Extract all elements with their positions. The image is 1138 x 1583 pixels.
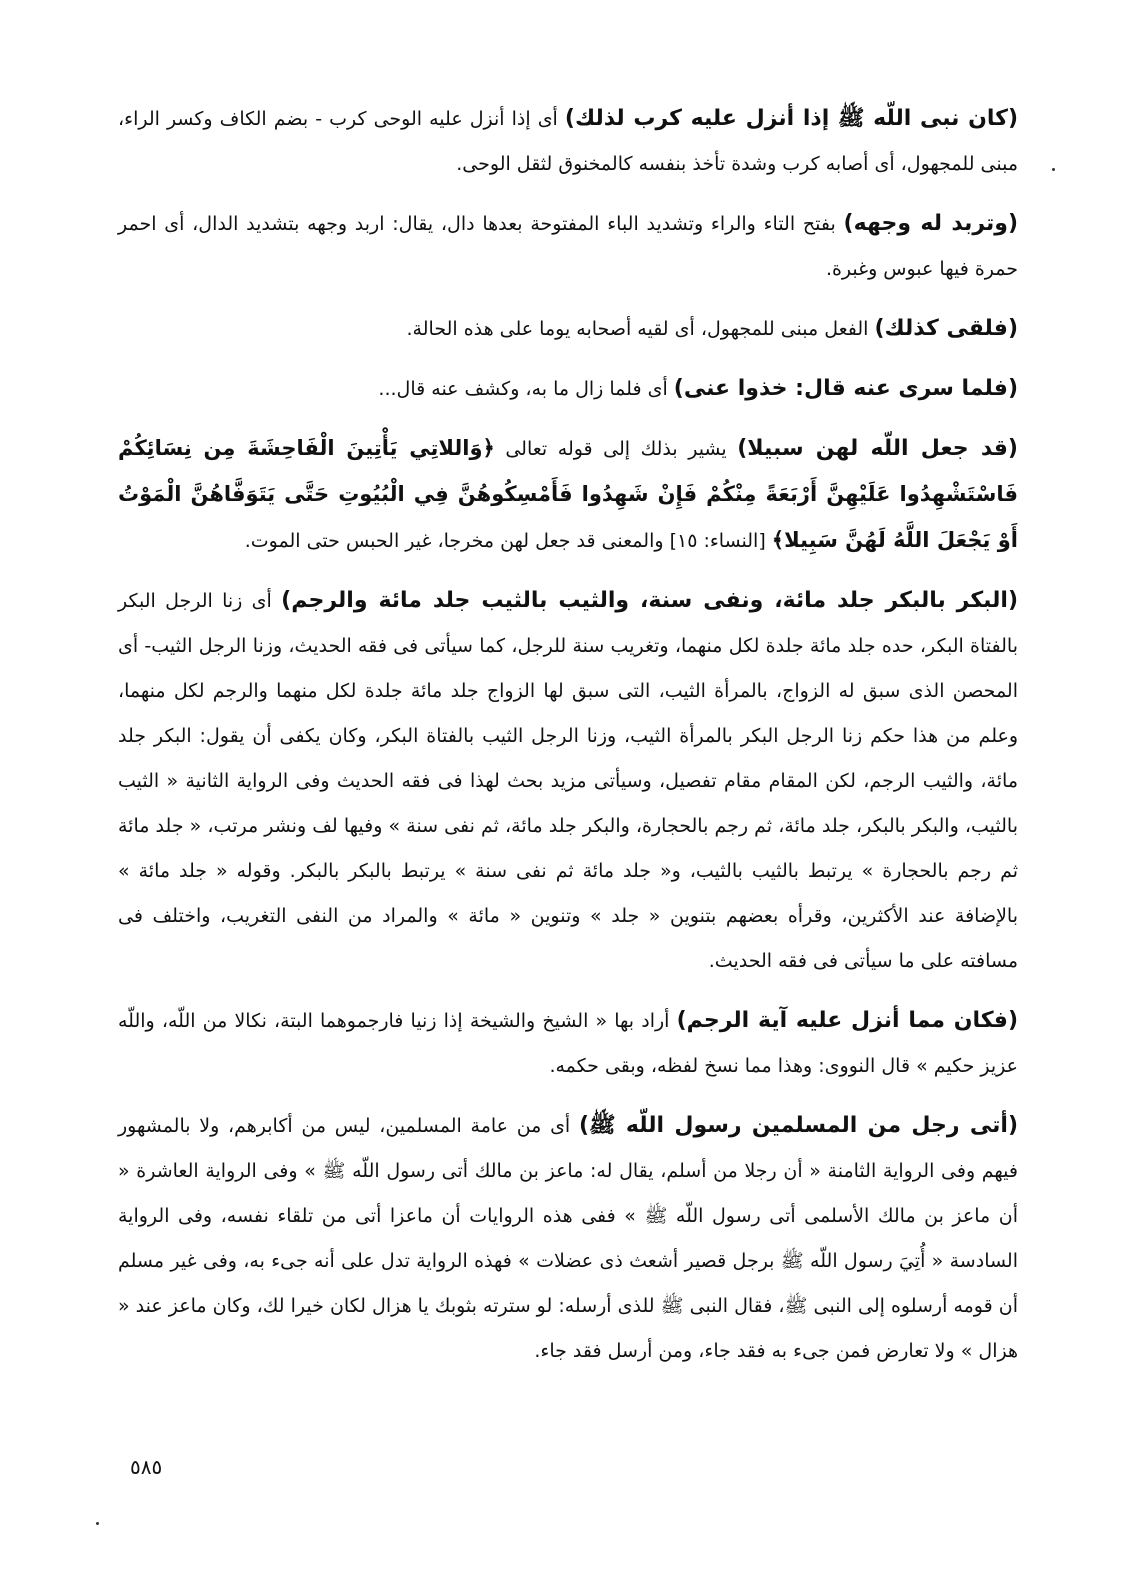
paragraph-1	[118, 96, 1018, 187]
page-number: ٥٨٥	[130, 1455, 163, 1479]
paragraph-6	[118, 578, 1018, 984]
paragraph-lead: (البكر بالبكر جلد مائة، ونفى سنة، والثيب بالثيب جلد مائة والرجم)	[281, 588, 1018, 613]
paragraph-text: أراد بها « الشيخ والشيخة إذا زنيا فارجموهما البتة، نكالا من اللّه، واللّه عزيز حكيم » قال النووى: وهذا مما نسخ لفظه، وبقى حكمه.	[118, 1010, 1018, 1077]
paragraph-text: أى زنا الرجل البكر بالفتاة البكر، حده جلد مائة جلدة لكل منهما، وتغريب سنة للرجل، كما سيأتى فى فقه الحديث، وزنا الرجل الثيب- أى المحصن الذى سبق له الزواج، بالمرأة الثيب، التى سبق لها الزواج جلد مائة جلدة لكل منهما والرجم لكل منهما، وعلم من هذا حكم زنا الرجل البكر بالمرأة الثيب، وزنا الرجل الثيب بالفتاة البكر، وكان يكفى أن يقول: البكر جلد مائة، والثيب الرجم، لكن المقام مقام تفصيل، وسيأتى مزيد بحث لهذا فى فقه الحديث وفى الرواية الثانية « الثيب بالثيب، والبكر بالبكر، جلد مائة، ثم رجم بالحجارة، والبكر جلد مائة، ثم نفى سنة » وفيها لف ونشر مرتب، « جلد مائة ثم رجم بالحجارة » يرتبط بالثيب بالثيب، و« جلد مائة ثم نفى سنة » يرتبط بالبكر بالبكر. وقوله « جلد مائة » بالإضافة عند الأكثرين، وقرأه بعضهم بتنوين « جلد » وتنوين « مائة » والمراد من النفى التغريب، واختلف فى مسافته على ما سيأتى فى فقه الحديث.	[118, 590, 1018, 972]
paragraph-lead: (قد جعل اللّه لهن سبيلا)	[737, 436, 1018, 461]
paragraph-lead: (فكان مما أنزل عليه آية الرجم)	[676, 1008, 1019, 1033]
paragraph-3	[118, 306, 1018, 352]
paragraph-4	[118, 366, 1018, 412]
paragraph-7	[118, 998, 1018, 1089]
paragraph-text: بفتح التاء والراء وتشديد الباء المفتوحة بعدها دال، يقال: اربد وجهه بتشديد الدال، أى احمر حمرة فيها عبوس وغبرة.	[118, 213, 1018, 280]
document-page	[118, 96, 1018, 1496]
paragraph-lead: (وتربد له وجهه)	[843, 211, 1018, 236]
paragraph-text: أى إذا أنزل عليه الوحى كرب - بضم الكاف وكسر الراء، مبنى للمجهول، أى أصابه كرب وشدة تأخذ بنفسه كالمخنوق لثقل الوحى.	[118, 108, 1018, 175]
paragraph-text: أى من عامة المسلمين، ليس من أكابرهم، ولا بالمشهور فيهم وفى الرواية الثامنة « أن رجلا من أسلم، يقال له: ماعز بن مالك أتى رسول اللّه ﷺ » وفى الرواية العاشرة « أن ماعز بن مالك الأسلمى أتى رسول اللّه ﷺ » ففى هذه الروايات أن ماعزا أتى من تلقاء نفسه، وفى الرواية السادسة « أُتِيَ رسول اللّه ﷺ برجل قصير أشعث ذى عضلات » فهذه الرواية تدل على أنه جىء به، وفى غير مسلم أن قومه أرسلوه إلى النبى ﷺ، فقال النبى ﷺ للذى أرسله: لو سترته بثوبك يا هزال لكان خيرا لك، وكان ماعز عند « هزال » ولا تعارض فمن جىء به فقد جاء، ومن أرسل فقد جاء.	[118, 1115, 1018, 1362]
paragraph-lead: (فلقى كذلك)	[874, 316, 1018, 341]
paragraph-text: يشير بذلك إلى قوله تعالى	[494, 438, 738, 460]
paragraph-8	[118, 1103, 1018, 1374]
paragraph-text: أى فلما زال ما به، وكشف عنه قال...	[378, 378, 674, 400]
paragraph-lead: (أتى رجل من المسلمين رسول اللّه ﷺ)	[578, 1113, 1019, 1138]
scan-speck	[96, 1522, 99, 1525]
paragraph-text-after: [النساء: ١٥] والمعنى قد جعل لهن مخرجا، غير الحبس حتى الموت.	[244, 530, 772, 552]
scan-speck	[1052, 168, 1055, 171]
paragraph-text: الفعل مبنى للمجهول، أى لقيه أصحابه يوما على هذه الحالة.	[406, 318, 875, 340]
paragraph-lead: (كان نبى اللّه ﷺ إذا أنزل عليه كرب لذلك)	[564, 106, 1019, 131]
quran-verse: ﴿وَاللاتِي يَأْتِينَ الْفَاحِشَةَ مِن نِسَائِكُمْ فَاسْتَشْهِدُوا عَلَيْهِنَّ أَرْبَعَةً مِنْكُمْ فَإِنْ شَهِدُوا فَأَمْسِكُوهُنَّ فِي الْبُيُوتِ حَتَّى يَتَوَفَّاهُنَّ الْمَوْتُ أَوْ يَجْعَلَ اللَّهُ لَهُنَّ سَبِيلا﴾	[118, 436, 1018, 552]
paragraph-5	[118, 426, 1018, 564]
paragraph-2	[118, 201, 1018, 292]
paragraph-lead: (فلما سرى عنه قال: خذوا عنى)	[673, 376, 1018, 401]
